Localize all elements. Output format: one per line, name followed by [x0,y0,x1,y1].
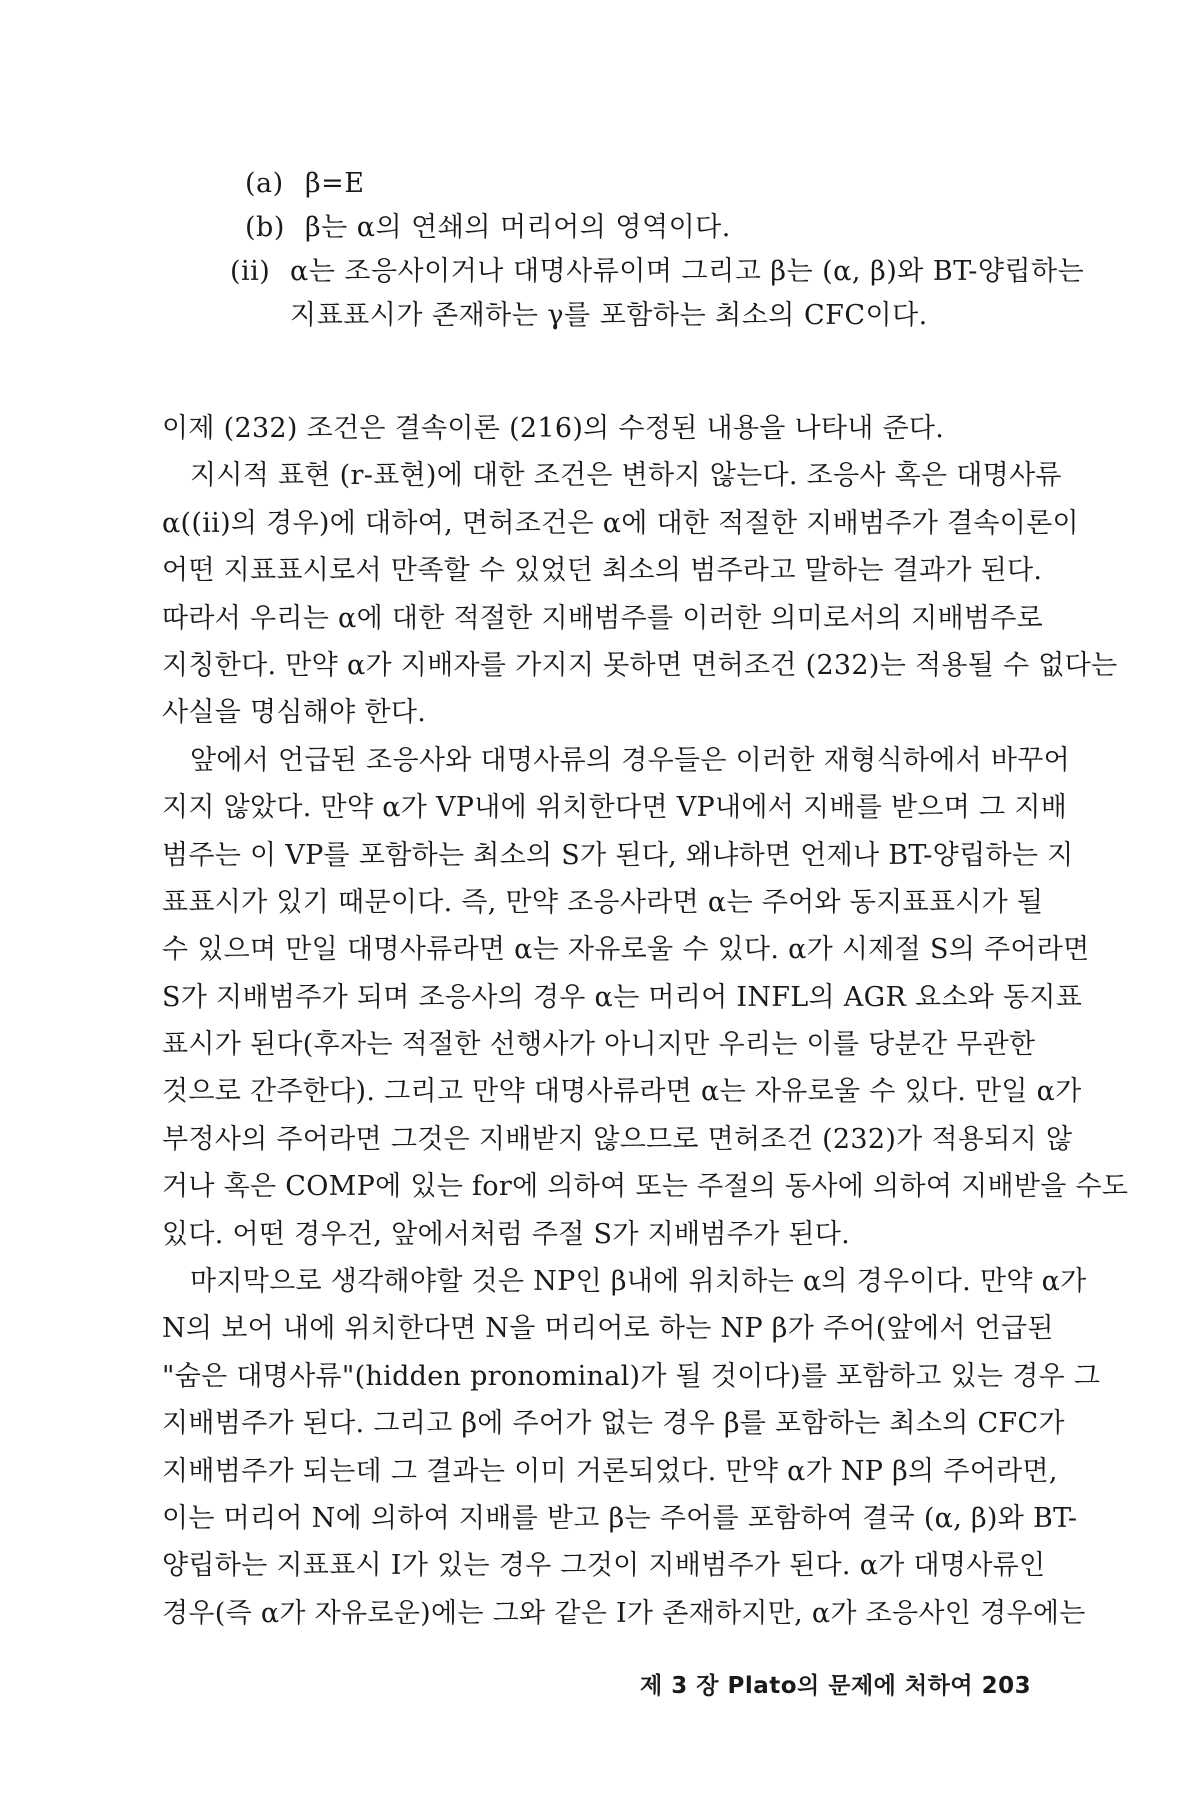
text-line: 지배범주가 된다. 그리고 β에 주어가 없는 경우 β를 포함하는 최소의 CFC가 [162,1408,1065,1440]
text-line: 양립하는 지표표시 I가 있는 경우 그것이 지배범주가 된다. α가 대명사류인 [162,1550,1046,1582]
condition-ii-label: (ii) [230,256,271,287]
text-line: 표시가 된다(후자는 적절한 선행사가 아니지만 우리는 이를 당분간 무관한 [162,1029,1036,1061]
text-line: 이제 (232) 조건은 결속이론 (216)의 수정된 내용을 나타내 준다. [162,413,945,444]
text-line: N의 보어 내에 위치한다면 N을 머리어로 하는 NP β가 주어(앞에서 언급된 [162,1313,1054,1345]
condition-ii-line2: 지표표시가 존재하는 γ를 포함하는 최소의 CFC이다. [290,300,928,331]
text-line: 있다. 어떤 경우건, 앞에서처럼 주절 S가 지배범주가 된다. [162,1218,851,1250]
text-line: S가 지배범주가 되며 조응사의 경우 α는 머리어 INFL의 AGR 요소와 동지표 [162,981,1083,1013]
running-footer: 제 3 장 Plato의 문제에 처하여 203 [640,1673,1032,1699]
text-line: 사실을 명심해야 한다. [162,697,427,729]
text-line: 앞에서 언급된 조응사와 대명사류의 경우들은 이러한 재형식하에서 바꾸어 [190,744,1071,776]
text-line: 이는 머리어 N에 의하여 지배를 받고 β는 주어를 포함하여 결국 (α, β)와 BT- [162,1502,1078,1534]
text-line: 것으로 간주한다). 그리고 만약 대명사류라면 α는 자유로울 수 있다. 만일 α가 [162,1076,1082,1108]
text-line: 부정사의 주어라면 그것은 지배받지 않으므로 면허조건 (232)가 적용되지 않 [162,1123,1073,1155]
condition-b-label: (b) [245,212,285,243]
text-line: α((ii)의 경우)에 대하여, 면허조건은 α에 대한 적절한 지배범주가 결속이론이 [162,507,1079,539]
condition-ii-line1: α는 조응사이거나 대명사류이며 그리고 β는 (α, β)와 BT-양립하는 [290,256,1085,287]
text-line: 지시적 표현 (r-표현)에 대한 조건은 변하지 않는다. 조응사 혹은 대명사류 [190,460,1062,492]
text-line: 표표시가 있기 때문이다. 즉, 만약 조응사라면 α는 주어와 동지표표시가 될 [162,886,1044,918]
text-line: 범주는 이 VP를 포함하는 최소의 S가 된다, 왜냐하면 언제나 BT-양립하는 지 [162,839,1074,871]
condition-a-label: (a) [245,168,284,199]
text-line: 경우(즉 α가 자유로운)에는 그와 같은 I가 존재하지만, α가 조응사인 경우에는 [162,1597,1086,1629]
text-line: 수 있으며 만일 대명사류라면 α는 자유로울 수 있다. α가 시제절 S의 주어라면 [162,934,1090,966]
condition-a [245,162,364,206]
condition-ii [230,250,1084,294]
text-line: 지배범주가 되는데 그 결과는 이미 거론되었다. 만약 α가 NP β의 주어라면, [162,1455,1058,1487]
text-line: 지칭한다. 만약 α가 지배자를 가지지 못하면 면허조건 (232)는 적용될 수 없다는 [162,649,1118,681]
text-line: 어떤 지표표시로서 만족할 수 있었던 최소의 범주라고 말하는 결과가 된다. [162,555,1043,587]
text-line: 따라서 우리는 α에 대한 적절한 지배범주를 이러한 의미로서의 지배범주로 [162,602,1044,634]
condition-ii-continuation [290,294,928,338]
text-line: "숨은 대명사류"(hidden pronominal)가 될 것이다)를 포함하고 있는 경우 그 [162,1360,1101,1392]
text-line: 거나 혹은 COMP에 있는 for에 의하여 또는 주절의 동사에 의하여 지배받을 수도 [162,1171,1129,1203]
condition-b [245,206,731,250]
main-text [162,405,1129,1637]
condition-b-text: β는 α의 연쇄의 머리어의 영역이다. [305,212,731,243]
text-line: 지지 않았다. 만약 α가 VP내에 위치한다면 VP내에서 지배를 받으며 그 지배 [162,792,1068,824]
text-line: 마지막으로 생각해야할 것은 NP인 β내에 위치하는 α의 경우이다. 만약 α가 [190,1266,1087,1298]
condition-a-text: β=E [305,168,365,199]
